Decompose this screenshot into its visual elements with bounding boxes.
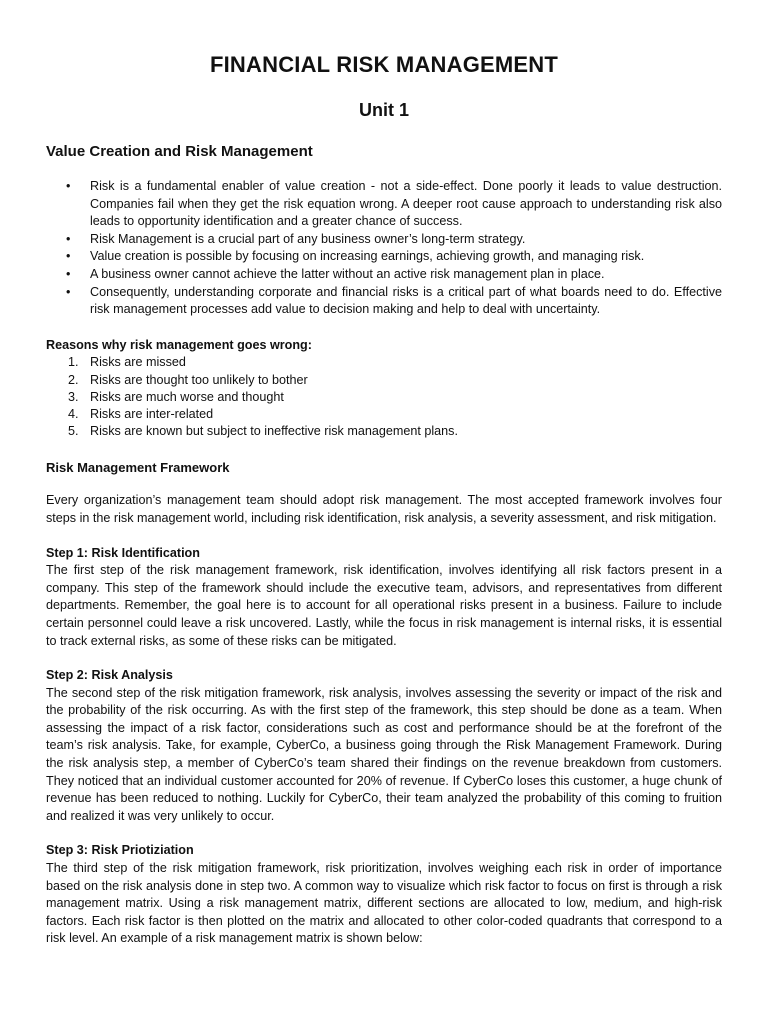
- list-item: • Value creation is possible by focusing on increasing earnings, achieving growth, and managing risk.: [46, 248, 722, 266]
- list-item: 3. Risks are much worse and thought: [68, 389, 284, 404]
- bullet-icon: •: [66, 266, 71, 281]
- reasons-list: [46, 354, 722, 440]
- step-2-text: The second step of the risk mitigation framework, risk analysis, involves assessing the severity or impact of the risk and the probability of the risk occurring. As with the first step of the framework, this step should be done as a team. When assessing the impact of a risk factor, considerations such as cost and performance should be at the forefront of the team’s risk analysis. Take, for example, CyberCo, a business going through the Risk Management Framework. During the risk analysis step, a member of CyberCo’s team shared their findings on the revenue breakdown from customers. They noticed that an individual customer accounted for 20% of revenue. If CyberCo loses this customer, a huge chunk of revenue has been reduced to nothing. Luckily for CyberCo, their team analyzed the probability of this coming to fruition and realized it was very unlikely to occur.: [46, 685, 722, 823]
- reasons-heading: Reasons why risk management goes wrong:: [46, 337, 312, 352]
- bullet-icon: •: [66, 284, 71, 299]
- document-title: FINANCIAL RISK MANAGEMENT: [209, 52, 559, 77]
- framework-intro: Every organization’s management team should adopt risk management. The most accepted framework involves four steps in the risk management world, including risk identification, risk analysis, a severity assessment, and risk mitigation.: [46, 493, 722, 525]
- step-3-title: Step 3: Risk Priotiziation: [46, 843, 194, 858]
- list-item: • Risk is a fundamental enabler of value creation - not a side-effect. Done poorly it leads to value destruction. Companies fail when they get the risk equation wrong. A deeper root cause approach to understanding risk also leads to opportunity identification and a greater chance of success.: [66, 179, 722, 229]
- step-2-title: Step 2: Risk Analysis: [46, 668, 173, 683]
- bullet-list: [46, 178, 722, 319]
- step-1-title: Step 1: Risk Identification: [46, 545, 200, 560]
- list-item: 1. Risks are missed: [68, 355, 186, 370]
- framework-heading: Risk Management Framework: [46, 460, 230, 476]
- list-item: • A business owner cannot achieve the latter without an active risk management plan in place.: [46, 266, 722, 284]
- unit-heading: Unit 1: [358, 100, 409, 120]
- list-item: 4. Risks are inter-related: [68, 406, 214, 421]
- list-item: • Consequently, understanding corporate and financial risks is a critical part of what boards need to do. Effective risk management processes add value to decision making and help to deal with uncertainty.: [66, 284, 722, 317]
- step-3-text: The third step of the risk mitigation framework, risk prioritization, involves weighing each risk in order of importance based on the risk analysis done in step two. A common way to visualize which risk factor to focus on first is through a risk management matrix. Using a risk management matrix, different sections are allocated to low, medium, and high-risk factors. Each risk factor is then plotted on the matrix and allocated to other color-coded quadrants that correspond to a risk level. An example of a risk management matrix is shown below:: [46, 861, 722, 946]
- list-item: 2. Risks are thought too unlikely to bother: [68, 372, 308, 387]
- section-heading: Value Creation and Risk Management: [46, 143, 313, 160]
- list-item: 5. Risks are known but subject to ineffective risk management plans.: [68, 424, 458, 439]
- step-1-text: The first step of the risk management framework, risk identification, involves identifying all risk factors present in a company. This step of the framework should include the executive team, advisors, and representatives from different departments. Remember, the goal here is to account for all operational risks present in a business. Failure to include certain personnel could leave a risk uncovered. Lastly, while the focus in risk management is internal risks, it is essential to track external risks, as some of these risks can be mitigated.: [46, 563, 722, 648]
- bullet-icon: •: [66, 231, 71, 246]
- list-item: • Risk Management is a crucial part of any business owner’s long-term strategy.: [46, 231, 722, 249]
- bullet-icon: •: [66, 179, 71, 193]
- bullet-icon: •: [66, 249, 71, 264]
